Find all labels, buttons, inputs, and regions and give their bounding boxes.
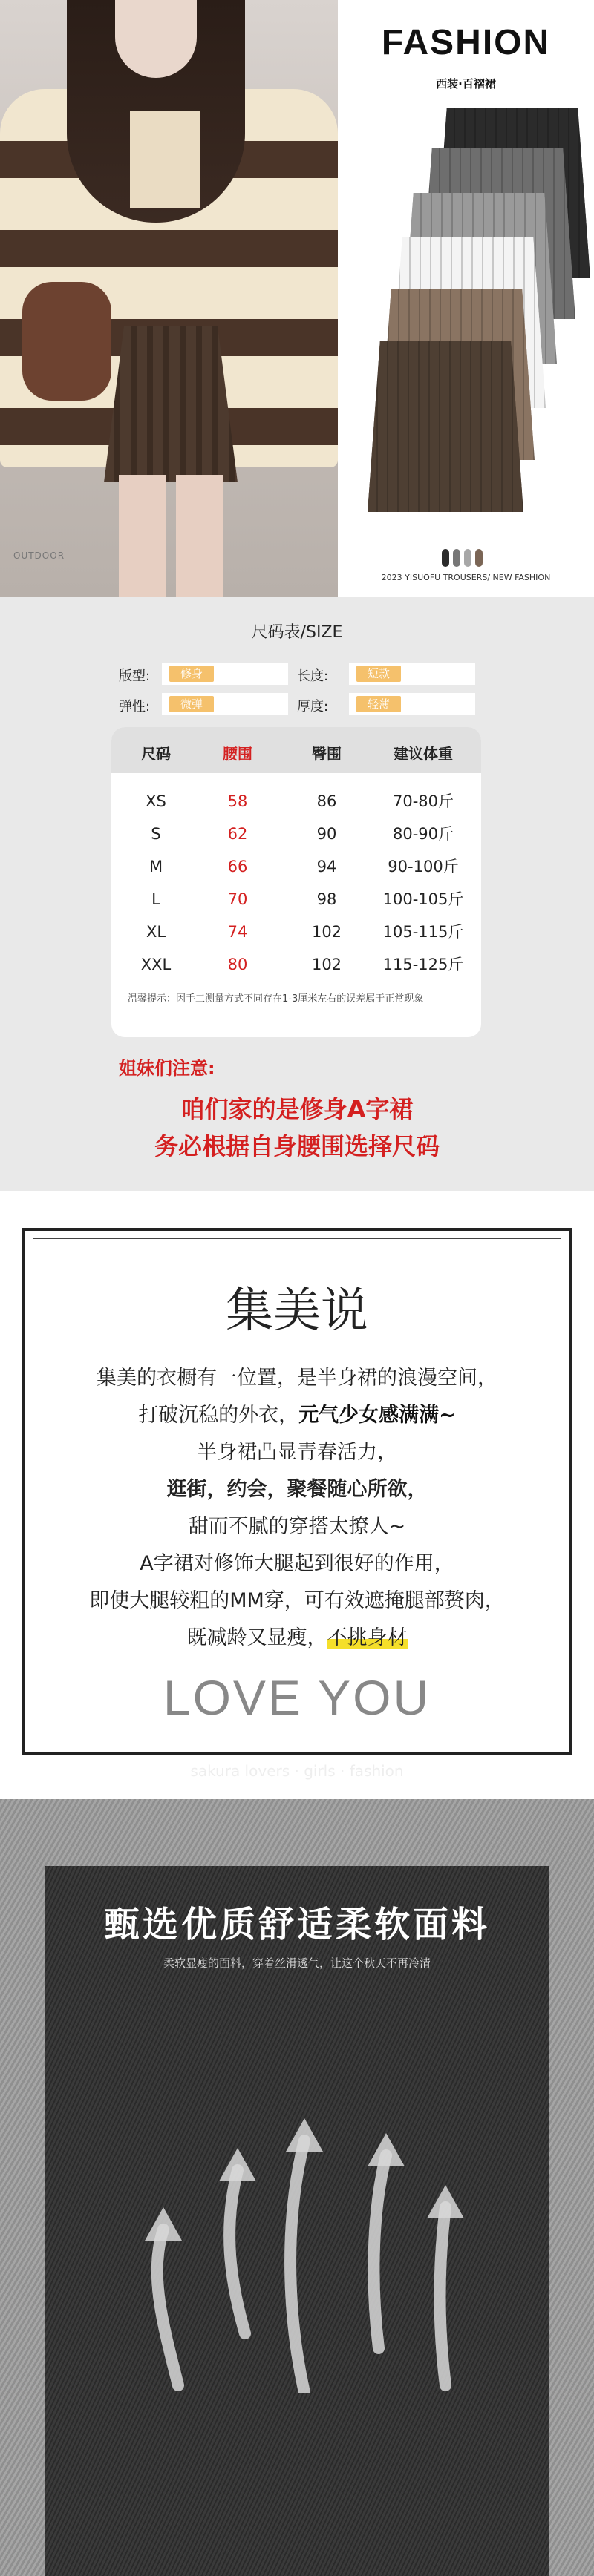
table-row — [111, 818, 481, 850]
desc-line-5: 甜而不腻的穿搭太撩人~ — [188, 1515, 406, 1538]
table-cell: 94 — [316, 858, 337, 875]
table-cell: 86 — [316, 792, 337, 810]
table-cell: XL — [146, 923, 166, 941]
skirt-graphic — [104, 326, 238, 482]
attr-value-thickness: 轻薄 — [349, 693, 475, 715]
table-cell: XXL — [140, 956, 172, 973]
table-cell: 80-90斤 — [392, 825, 454, 843]
size-chart-title: 尺码表/SIZE — [251, 623, 343, 642]
breathable-arrows-icon — [134, 2081, 475, 2393]
hero-section — [0, 0, 594, 597]
attr-value-fit: 修身 — [162, 663, 288, 685]
size-table-header — [111, 727, 481, 773]
ghost-text: sakura lovers · girls · fashion — [190, 1762, 404, 1780]
size-table — [111, 727, 481, 1037]
notice-heading: 姐妹们注意: — [119, 1058, 215, 1079]
table-cell: 115-125斤 — [382, 956, 464, 973]
table-row — [111, 948, 481, 981]
description-section — [0, 1191, 594, 1799]
table-cell: 100-105斤 — [382, 890, 464, 908]
legs-graphic — [119, 475, 223, 597]
table-cell: L — [151, 890, 160, 908]
table-cell: 90 — [316, 825, 337, 843]
fabric-section — [0, 1799, 594, 2576]
desc-line-7: 即使大腿较粗的MM穿，可有效遮掩腿部赘肉， — [89, 1589, 505, 1612]
table-cell: 80 — [227, 956, 248, 973]
description-title: 集美说 — [226, 1284, 368, 1338]
desc-line-6: A字裙对修饰大腿起到很好的作用， — [140, 1552, 454, 1575]
header-size: 尺码 — [141, 745, 171, 763]
table-cell: 90-100斤 — [388, 858, 459, 875]
header-hip: 臀围 — [312, 745, 342, 763]
fabric-title: 甄选优质舒适柔软面料 — [103, 1904, 490, 1945]
product-subtitle: 西装·百褶裙 — [436, 77, 496, 91]
desc-line-2: 打破沉稳的外衣，元气少女感满满~ — [138, 1404, 456, 1427]
fabric-subtitle: 柔软显瘦的面料，穿着丝滑透气，让这个秋天不再冷清 — [163, 1956, 431, 1970]
table-cell: 66 — [227, 858, 248, 875]
table-row — [111, 850, 481, 883]
table-cell: 102 — [311, 956, 342, 973]
table-row — [111, 785, 481, 818]
color-swatches — [442, 549, 483, 567]
desc-line-3: 半身裙凸显青春活力， — [197, 1441, 397, 1464]
table-cell: XS — [146, 792, 166, 810]
table-cell: 102 — [311, 923, 342, 941]
table-cell: 70 — [227, 890, 248, 908]
floor-label: OUTDOOR — [13, 551, 65, 561]
hero-caption: 2023 YISUOFU TROUSERS/ NEW FASHION — [381, 573, 551, 582]
table-cell: 105-115斤 — [382, 923, 464, 941]
brand-title: FASHION — [381, 23, 551, 62]
table-cell: 62 — [227, 825, 248, 843]
skirt-color-stack — [338, 104, 594, 519]
attr-label-stretch: 弹性: — [119, 699, 151, 714]
table-cell: 58 — [227, 792, 248, 810]
table-cell: 98 — [316, 890, 337, 908]
attr-label-length: 长度: — [297, 668, 329, 684]
color-swatch-1[interactable] — [442, 549, 449, 567]
love-you-text: LOVE YOU — [163, 1670, 431, 1725]
camisole-graphic — [130, 111, 200, 208]
desc-line-8: 既减龄又显瘦，不挑身材 — [186, 1626, 408, 1649]
color-swatch-2[interactable] — [453, 549, 460, 567]
color-swatch-4[interactable] — [475, 549, 483, 567]
table-row — [111, 916, 481, 948]
attr-label-thickness: 厚度: — [297, 699, 329, 714]
table-cell: 74 — [227, 923, 248, 941]
header-weight: 建议体重 — [394, 745, 453, 763]
table-row — [111, 883, 481, 916]
table-cell: M — [148, 858, 163, 875]
desc-line-1: 集美的衣橱有一位置，是半身裙的浪漫空间， — [97, 1367, 497, 1390]
table-cell: S — [151, 825, 161, 843]
notice-line-2: 务必根据自身腰围选择尺码 — [154, 1132, 440, 1160]
header-waist: 腰围 — [223, 745, 252, 763]
desc-line-4: 逛街，约会，聚餐随心所欲， — [166, 1478, 428, 1501]
size-chart-section — [0, 597, 594, 1191]
hero-right-panel — [338, 0, 594, 597]
attr-label-fit: 版型: — [119, 668, 151, 684]
skirt-color-6 — [368, 341, 523, 512]
size-note: 温馨提示：因手工测量方式不同存在1-3厘米左右的误差属于正常现象 — [128, 993, 424, 1005]
bag-graphic — [22, 282, 111, 401]
table-cell: 70-80斤 — [392, 792, 454, 810]
attr-value-stretch: 微弹 — [162, 693, 288, 715]
model-photo — [0, 0, 338, 597]
attr-value-length: 短款 — [349, 663, 475, 685]
face-graphic — [115, 0, 197, 78]
color-swatch-3[interactable] — [464, 549, 471, 567]
notice-line-1: 咱们家的是修身A字裙 — [180, 1095, 414, 1123]
